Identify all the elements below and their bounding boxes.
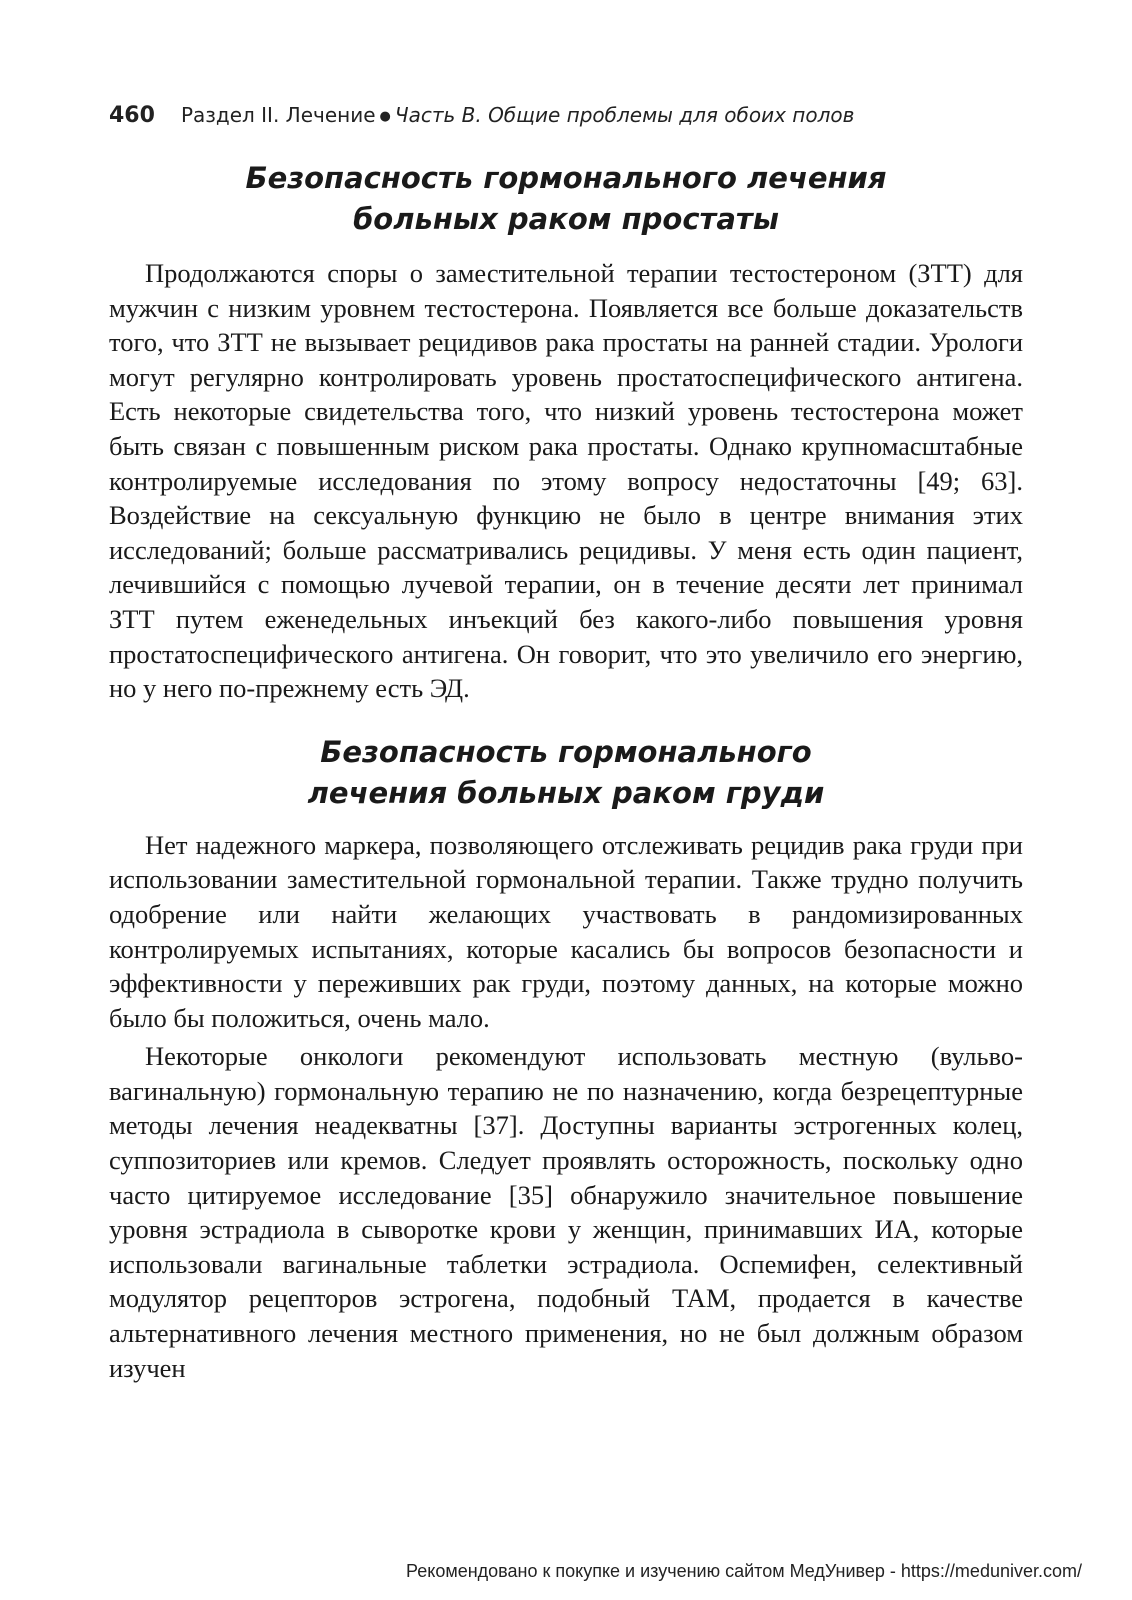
section-heading-prostate: [109, 158, 1023, 240]
section-heading-breast: [109, 732, 1023, 814]
running-header: [109, 98, 1023, 132]
heading-line: больных раком простаты: [353, 202, 779, 236]
paragraph-breast-marker: Нет надежного маркера, позволяющего отслеживать рецидив рака груди при использовании заместительной гормональной терапии. Также трудно получить одобрение или найти желающих участвовать в рандомизированных контролируемых испытаниях, которые касались бы вопросов безопасности и эффективности у переживших рак груди, поэтому данных, на которые можно было бы положиться, очень мало.: [109, 829, 1023, 1033]
heading-line: Безопасность гормонального лечения: [245, 161, 887, 195]
paragraph-prostate-safety: Продолжаются споры о заместительной терапии тестостероном (ЗТТ) для мужчин с низким уровнем тестостерона. Появляется все больше доказательств того, что ЗТТ не вызывает рецидивов рака простаты на ранней стадии. Урологи могут регулярно контролировать уровень простатоспецифического антигена. Есть некоторые свидетельства того, что низкий уровень тестостерона может быть связан с повышенным риском рака простаты. Однако крупномасштабные контролируемые исследования по этому вопросу недостаточны [49; 63]. Воздействие на сексуальную функцию не было в центре внимания этих исследований; больше рассматривались рецидивы. У меня есть один пациент, лечившийся с помощью лучевой терапии, он в течение десяти лет принимал ЗТТ путем еженедельных инъекций без какого-либо повышения уровня простатоспецифического антигена. Он говорит, что это увеличило его энергию, но у него по-прежнему есть ЭД.: [109, 258, 1023, 704]
paragraph-breast-local-therapy: Некоторые онкологи рекомендуют использовать местную (вульвовагинальную) гормональную терапию не по назначению, когда безрецептурные методы лечения неадекватны [37]. Доступны варианты эстрогенных колец, суппозиториев или кремов. Следует проявлять осторожность, поскольку одно часто цитируемое исследование [35] обнаружило значительное повышение уровня эстрадиола в сыворотке крови у женщин, принимавших ИА, которые использовали вагинальные таблетки эстрадиола. Оспемифен, селективный модулятор рецепторов эстрогена, подобный ТАМ, продается в качестве альтернативного лечения местного применения, но не был должным образом изучен: [109, 1041, 1023, 1383]
bullet-separator-icon: ●: [379, 109, 391, 124]
running-section-title: Раздел II. Лечение: [180, 103, 376, 127]
running-part-title: Часть В. Общие проблемы для обоих полов: [394, 103, 855, 127]
book-page: [109, 98, 1023, 1385]
footer-recommendation: Рекомендовано к покупке и изучению сайтом МедУнивер - https://meduniver.com/: [406, 1561, 1082, 1581]
heading-line: Безопасность гормонального: [320, 734, 812, 769]
page-number: 460: [109, 103, 155, 128]
heading-line: лечения больных раком груди: [307, 775, 825, 810]
